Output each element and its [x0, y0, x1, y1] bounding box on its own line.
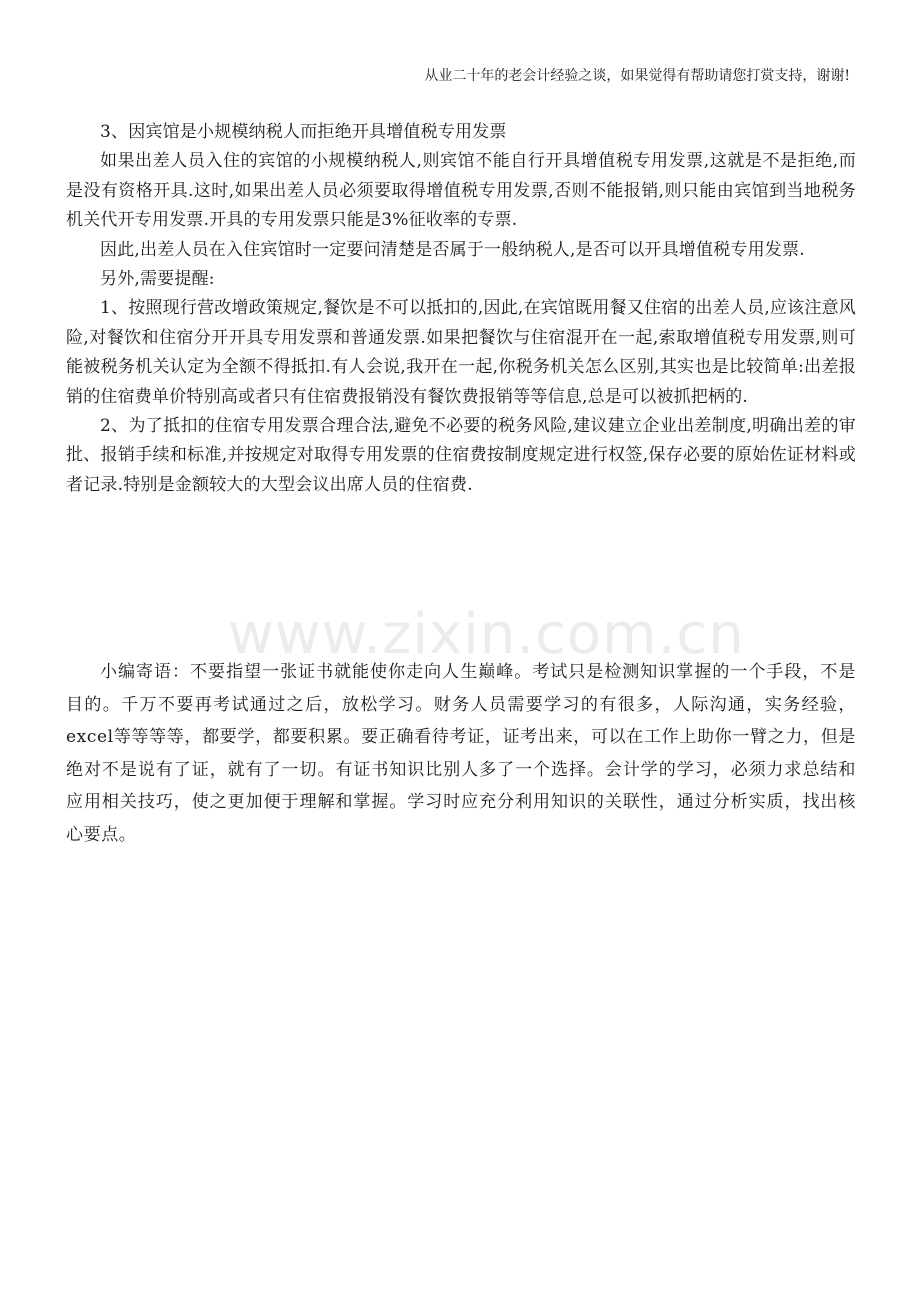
article-paragraph: 如果出差人员入住的宾馆的小规模纳税人,则宾馆不能自行开具增值税专用发票,这就是不是拒绝,而是没有资格开具.这时,如果出差人员必须要取得增值税专用发票,否则不能报销,则只能由宾馆到当地税务机关代开专用发票.开具的专用发票只能是3%征收率的专票. [66, 151, 856, 231]
header-note: 从业二十年的老会计经验之谈，如果觉得有帮助请您打赏支持，谢谢! [424, 68, 850, 84]
closing-remarks [66, 656, 856, 852]
section-heading: 3、因宾馆是小规模纳税人而拒绝开具增值税专用发票 [100, 122, 507, 142]
article-body [66, 118, 856, 500]
closing-paragraph: 小编寄语：不要指望一张证书就能使你走向人生巅峰。考试只是检测知识掌握的一个手段，不是目的。千万不要再考试通过之后，放松学习。财务人员需要学习的有很多，人际沟通，实务经验，excel等等等等，都要学，都要积累。要正确看待考证，证考出来，可以在工作上助你一臂之力，但是绝对不是说有了证，就有了一切。有证书知识比别人多了一个选择。会计学的学习，必须力求总结和应用相关技巧，使之更加便于理解和掌握。学习时应充分利用知识的关联性，通过分析实质，找出核心要点。 [66, 662, 856, 845]
article-paragraph: 另外,需要提醒: [100, 269, 215, 290]
watermark: www.zixin.com.cn [228, 602, 745, 667]
article-paragraph: 1、按照现行营改增政策规定,餐饮是不可以抵扣的,因此,在宾馆既用餐又住宿的出差人员,应该注意风险,对餐饮和住宿分开开具专用发票和普通发票.如果把餐饮与住宿混开在一起,索取增值税专用发票,则可能被税务机关认定为全额不得抵扣.有人会说,我开在一起,你税务机关怎么区别,其实也是比较简单:出差报销的住宿费单价特别高或者只有住宿费报销没有餐饮费报销等等信息,总是可以被抓把柄的. [66, 298, 856, 407]
article-paragraph: 2、为了抵扣的住宿专用发票合理合法,避免不必要的税务风险,建议建立企业出差制度,明确出差的审批、报销手续和标准,并按规定对取得专用发票的住宿费按制度规定进行权签,保存必要的原始佐证材料或者记录.特别是金额较大的大型会议出席人员的住宿费. [66, 416, 856, 495]
article-paragraph: 因此,出差人员在入住宾馆时一定要问清楚是否属于一般纳税人,是否可以开具增值税专用发票. [100, 239, 805, 260]
